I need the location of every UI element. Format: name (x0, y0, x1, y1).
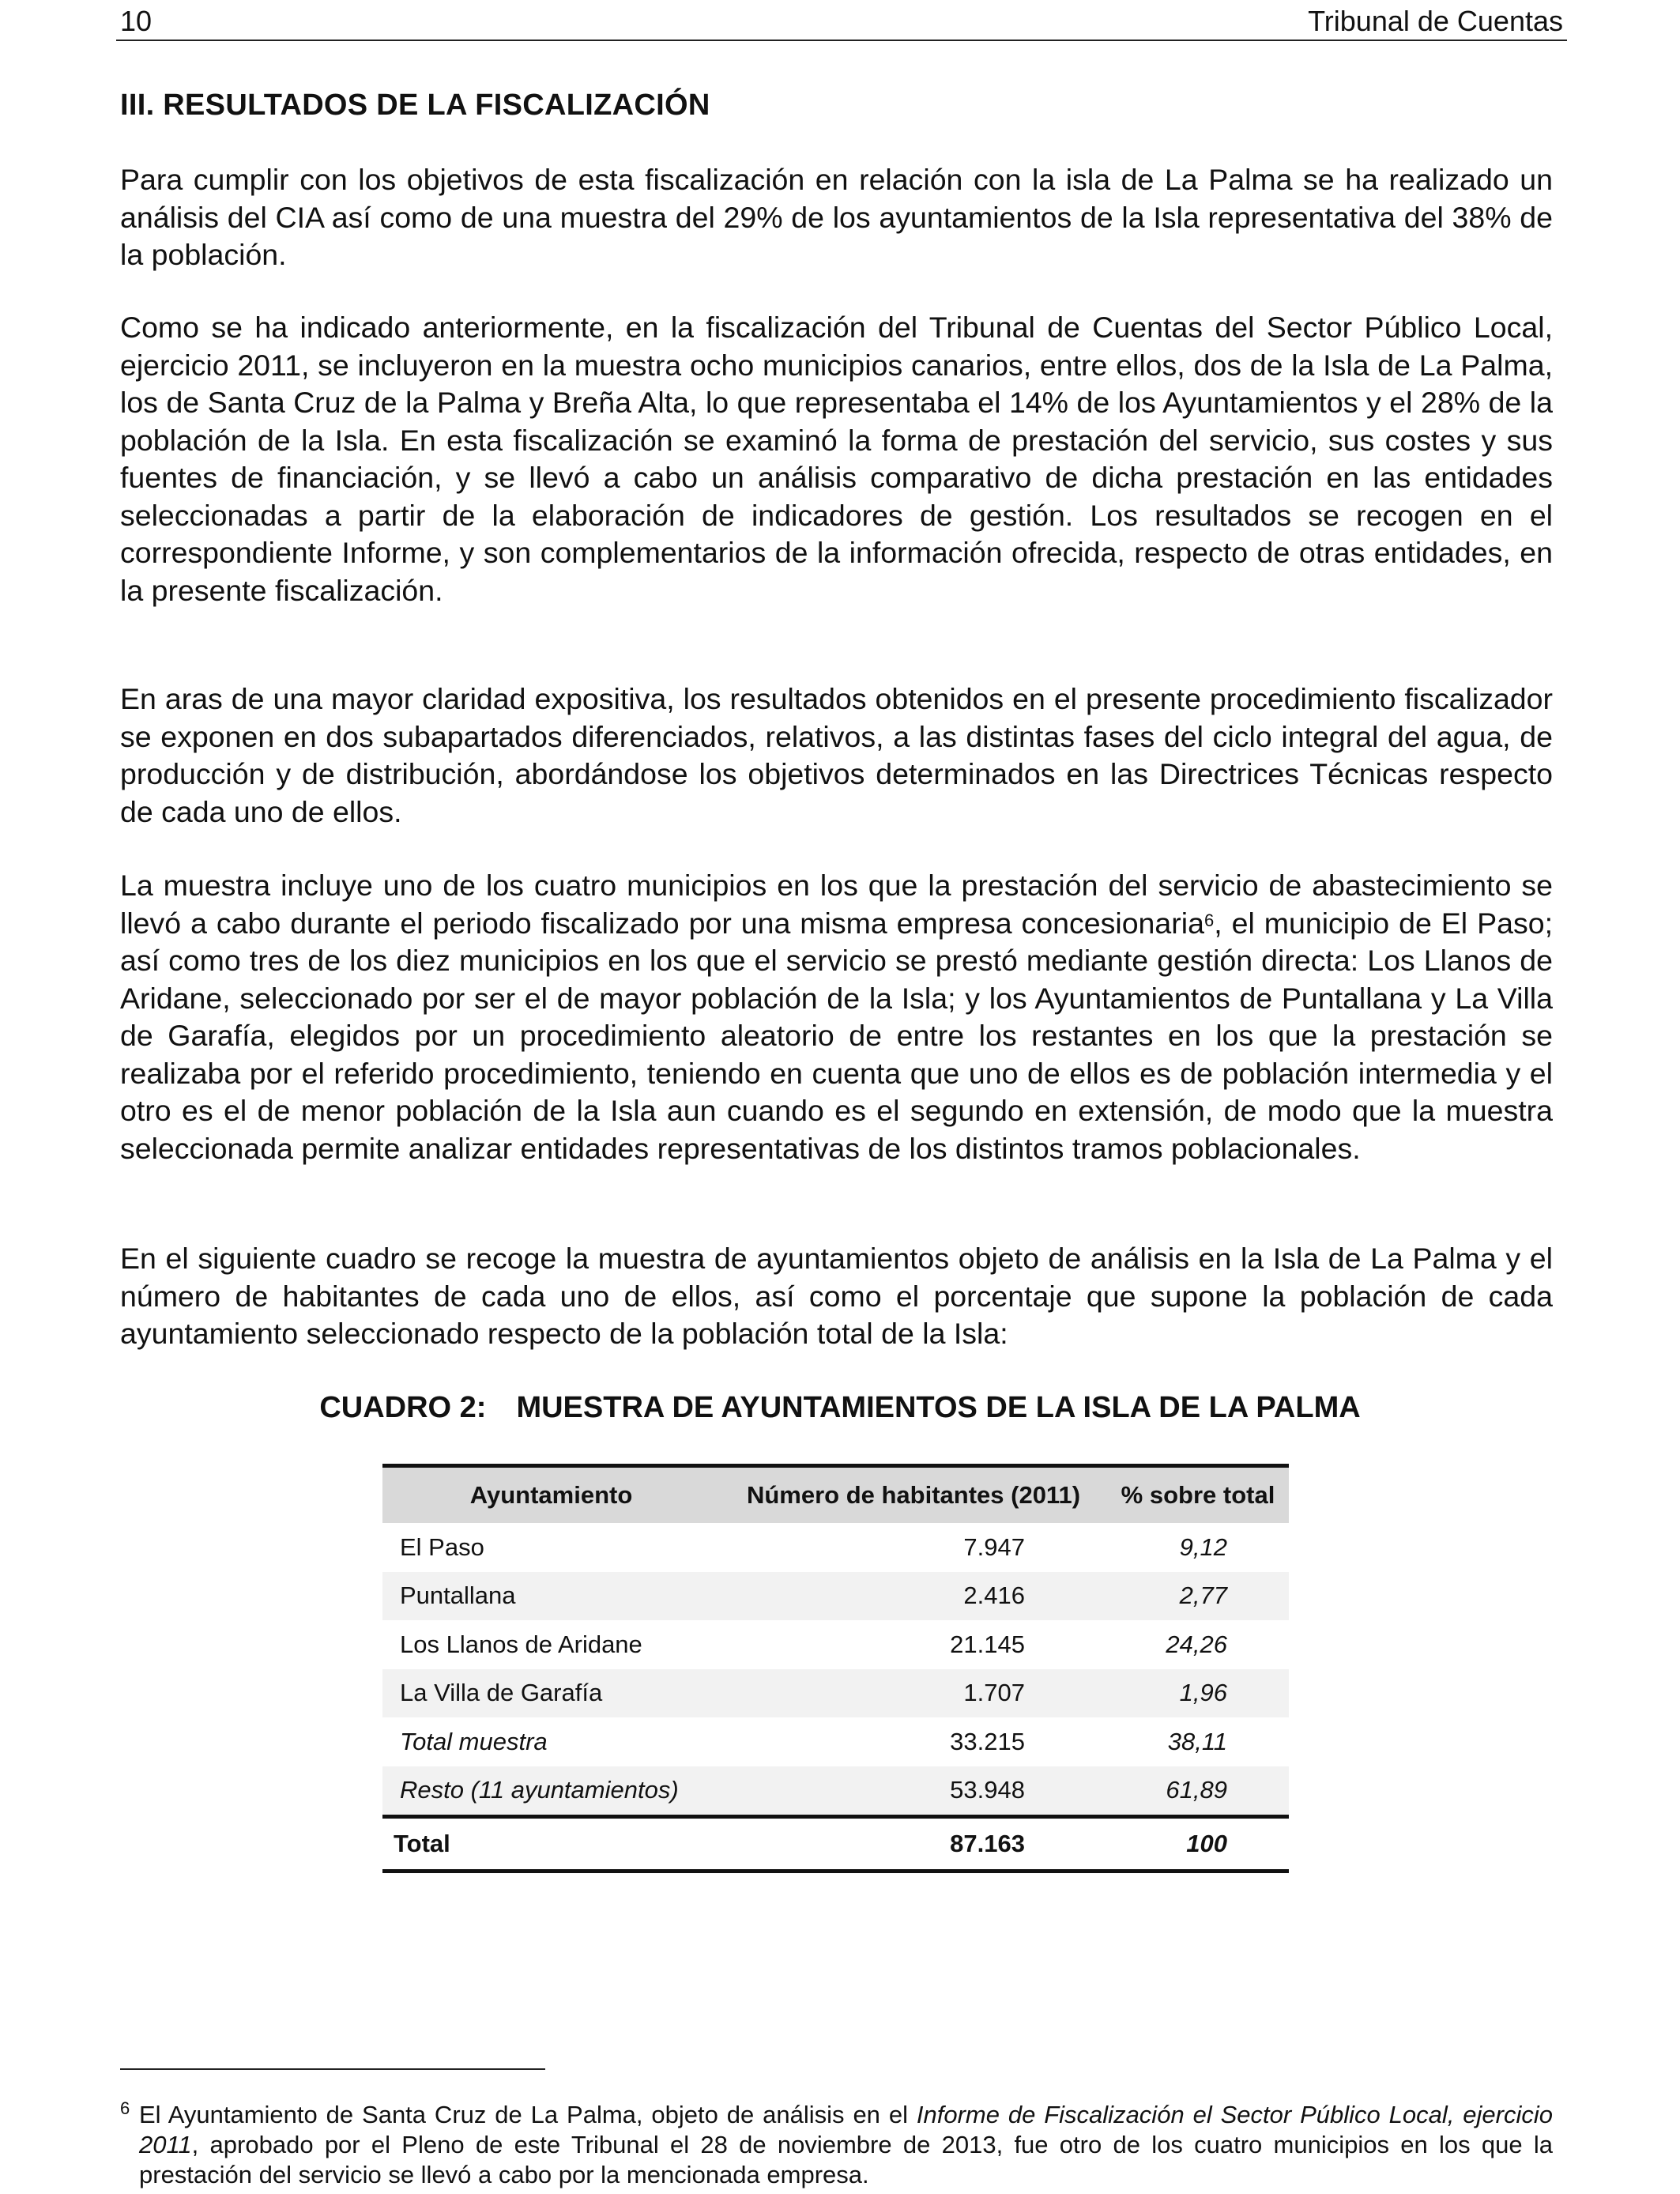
row-population: 53.948 (720, 1766, 1107, 1817)
row-population: 1.707 (720, 1669, 1107, 1718)
table-caption-title: MUESTRA DE AYUNTAMIENTOS DE LA ISLA DE LA PALMA (516, 1391, 1361, 1424)
row-municipality: Total muestra (400, 1727, 548, 1755)
header-organization: Tribunal de Cuentas (1308, 5, 1563, 37)
column-header-population: Número de habitantes (2011) (720, 1466, 1107, 1524)
footnote-reference[interactable]: 6 (1203, 910, 1215, 930)
row-population: 7.947 (963, 1532, 1025, 1561)
paragraph-sample (120, 867, 1553, 1167)
row-municipality: Resto (11 ayuntamientos) (382, 1766, 720, 1817)
total-label: Total (382, 1817, 720, 1872)
row-municipality: Los Llanos de Aridane (400, 1630, 642, 1658)
row-population: 2.416 (720, 1572, 1107, 1621)
paragraph-sample-part1: La muestra incluye uno de los cuatro municipios en los que la prestación del servicio de abastecimiento se llevó a cabo durante el periodo fiscalizado por una misma empresa concesionaria (120, 869, 1553, 940)
paragraph-table-intro: En el siguiente cuadro se recoge la muestra de ayuntamientos objeto de análisis en la Isla de La Palma y el número de habitantes de cada uno de ellos, así como el porcentaje que supone la población de cada ayuntamiento seleccionado respecto de la población total de la Isla: (120, 1242, 1553, 1350)
paragraph-objectives: Para cumplir con los objetivos de esta fiscalización en relación con la isla de La Palma se ha realizado un análisis del CIA así como de una muestra del 29% de los ayuntamientos de la Isla representativa del 38% de la población. (120, 163, 1553, 271)
row-percent: 1,96 (1107, 1669, 1289, 1718)
row-percent: 9,12 (1179, 1532, 1227, 1561)
footnote-text-part2: , aprobado por el Pleno de este Tribunal el 28 de noviembre de 2013, fue otro de los cuatro municipios en los que la prestación del servicio se llevó a cabo por la mencionada empresa. (139, 2131, 1553, 2188)
table-row (382, 1572, 1289, 1621)
row-population: 33.215 (950, 1727, 1025, 1755)
section-title: III. RESULTADOS DE LA FISCALIZACIÓN (120, 89, 710, 122)
footnote-separator (120, 2068, 545, 2070)
paragraph-previous-audit: Como se ha indicado anteriormente, en la fiscalización del Tribunal de Cuentas del Sector Público Local, ejercicio 2011, se incluyeron en la muestra ocho municipios canarios, entre ellos, dos de la Isla de La Palma, los de Santa Cruz de la Palma y Breña Alta, lo que representaba el 14% de los Ayuntamientos y el 28% de la población de la Isla. En esta fiscalización se examinó la forma de prestación del servicio, sus costes y sus fuentes de financiación, y se llevó a cabo un análisis comparativo de dicha prestación en las entidades seleccionadas a partir de la elaboración de indicadores de gestión. Los resultados se recogen en el correspondiente Informe, y son complementarios de la información ofrecida, respecto de otras entidades, en la presente fiscalización. (120, 311, 1553, 607)
table-row (382, 1669, 1289, 1718)
row-municipality: Puntallana (382, 1572, 720, 1621)
table-row (382, 1523, 1289, 1572)
footnote (120, 2100, 1553, 2190)
table-row-subtotal (382, 1717, 1289, 1766)
footnote-text (139, 2100, 1553, 2190)
table-row-rest (382, 1766, 1289, 1817)
total-percent: 100 (1107, 1817, 1289, 1872)
table-caption (0, 1391, 1680, 1425)
paragraph-sample-part2: , el municipio de El Paso; así como tres de los diez municipios en los que el servicio se prestó mediante gestión directa: Los Llanos de Aridane, seleccionado por ser el de mayor población de la Isla; y los Ayuntamientos de Puntallana y La Villa de Garafía, elegidos por un procedimiento aleatorio de entre los restantes en los que la prestación se realizaba por el referido procedimiento, teniendo en cuenta que uno de ellos es de población intermedia y el otro es el de menor población de la Isla aun cuando es el segundo en extensión, de modo que la muestra seleccionada permite analizar entidades representativas de los distintos tramos poblacionales. (120, 906, 1553, 1165)
footnote-report-title: Informe de Fiscalización el Sector Público Local, ejercicio 2011 (139, 2101, 1553, 2158)
page-header (116, 0, 1567, 41)
row-percent: 2,77 (1107, 1572, 1289, 1621)
sample-table (382, 1464, 1289, 1873)
row-percent: 61,89 (1107, 1766, 1289, 1817)
row-municipality: La Villa de Garafía (382, 1669, 720, 1718)
table-row (382, 1620, 1289, 1669)
column-header-percent: % sobre total (1107, 1466, 1289, 1524)
row-municipality: El Paso (400, 1532, 484, 1561)
footnote-text-part1: El Ayuntamiento de Santa Cruz de La Palma, objeto de análisis en el (139, 2101, 917, 2128)
paragraph-structure: En aras de una mayor claridad expositiva, los resultados obtenidos en el presente procedimiento fiscalizador se exponen en dos subapartados diferenciados, relativos, a las distintas fases del ciclo integral del agua, de producción y de distribución, abordándose los objetivos determinados en las Directrices Técnicas respecto de cada uno de ellos. (120, 682, 1553, 828)
row-population: 21.145 (950, 1630, 1025, 1658)
table-header-row (382, 1466, 1289, 1524)
column-header-municipality: Ayuntamiento (382, 1466, 720, 1524)
footnote-mark: 6 (120, 2098, 130, 2118)
row-percent: 24,26 (1166, 1630, 1227, 1658)
page-number: 10 (120, 5, 153, 37)
row-percent: 38,11 (1167, 1727, 1227, 1755)
table-caption-number: CUADRO 2: (319, 1391, 487, 1424)
table-total-row (382, 1817, 1289, 1872)
total-population: 87.163 (720, 1817, 1107, 1872)
